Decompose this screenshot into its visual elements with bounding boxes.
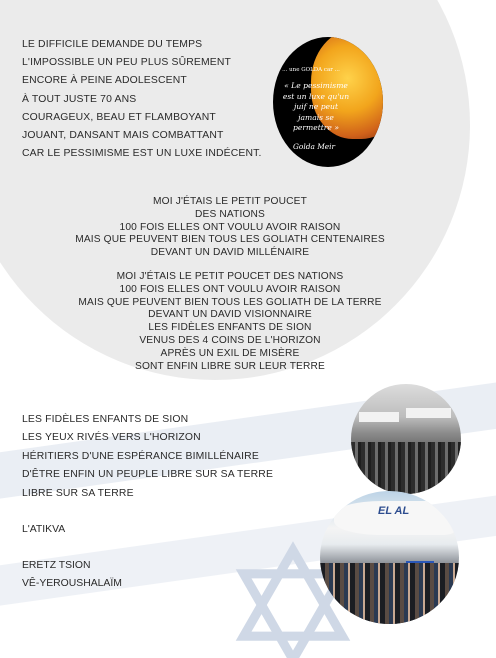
intro-line: À TOUT JUSTE 70 ANS <box>22 93 137 105</box>
airline-logo: EL AL <box>378 505 410 517</box>
intro-line: CAR LE PESSIMISME EST UN LUXE INDÉCENT. <box>22 148 262 160</box>
stanza-line: 100 FOIS ELLES ONT VOULU AVOIR RAISON <box>119 221 341 233</box>
stanza-line: MAIS QUE PEUVENT BIEN TOUS LES GOLIATH DE LA TERRE <box>78 296 382 308</box>
intro-line: JOUANT, DANSANT MAIS COMBATTANT <box>22 129 224 141</box>
stanza-3 <box>0 271 460 373</box>
photo-crowd <box>320 563 459 624</box>
stanza-line: LES YEUX RIVÉS VERS L'HORIZON <box>22 432 201 444</box>
stanza-line: DES NATIONS <box>195 208 265 220</box>
stanza-line: HÉRITIERS D'UNE ESPÉRANCE BIMILLÉNAIRE <box>22 450 259 462</box>
stanza-line: DEVANT UN DAVID VISIONNAIRE <box>148 309 312 321</box>
portrait-signature: Golda Meir <box>293 142 336 151</box>
stanza-line: LIBRE SUR SA TERRE <box>22 487 134 499</box>
closing-line-1: ERETZ TSION <box>22 560 91 571</box>
stanza-line: VENUS DES 4 COINS DE L'HORIZON <box>139 334 321 346</box>
golda-meir-portrait <box>273 37 383 167</box>
stanza-line: LES FIDÈLES ENFANTS DE SION <box>148 322 312 334</box>
stanza-line: MOI J'ÉTAIS LE PETIT POUCET <box>153 196 307 207</box>
intro-line: ENCORE À PEINE ADOLESCENT <box>22 75 187 87</box>
intro-line: COURAGEUX, BEAU ET FLAMBOYANT <box>22 111 216 123</box>
portrait-tag: ... une GOLDA car ... <box>282 67 340 73</box>
portrait-quote: « Le pessimisme est un luxe qu'un juif ne peut jamais se permettre » <box>282 81 350 132</box>
closing-line-2: VÊ-YEROUSHALAÏM <box>22 578 122 589</box>
stanza-line: SONT ENFIN LIBRE SUR LEUR TERRE <box>135 360 325 372</box>
stanza-line: MOI J'ÉTAIS LE PETIT POUCET DES NATIONS <box>116 271 344 282</box>
stanza-line: D'ÊTRE ENFIN UN PEUPLE LIBRE SUR SA TERRE <box>22 469 274 481</box>
photo-crowd <box>351 442 461 494</box>
photo-roof <box>359 412 399 422</box>
stanza-line: DEVANT UN DAVID MILLÉNAIRE <box>150 247 310 259</box>
stanza-2 <box>0 196 460 260</box>
stanza-line: LES FIDÈLES ENFANTS DE SION <box>22 414 189 425</box>
intro-stanza <box>22 36 262 163</box>
arrival-photo <box>320 491 459 624</box>
stanza-line: MAIS QUE PEUVENT BIEN TOUS LES GOLIATH CENTENAIRES <box>75 234 385 246</box>
photo-roof <box>406 408 451 418</box>
historic-dance-photo <box>351 384 461 494</box>
hatikva-title: L'ATIKVA <box>22 524 66 535</box>
stanza-4 <box>22 411 273 503</box>
intro-line: L'IMPOSSIBLE UN PEU PLUS SÛREMENT <box>22 57 232 69</box>
stanza-line: APRÈS UN EXIL DE MISÈRE <box>160 347 300 359</box>
intro-line: LE DIFFICILE DEMANDE DU TEMPS <box>22 39 203 50</box>
stanza-line: 100 FOIS ELLES ONT VOULU AVOIR RAISON <box>119 283 341 295</box>
